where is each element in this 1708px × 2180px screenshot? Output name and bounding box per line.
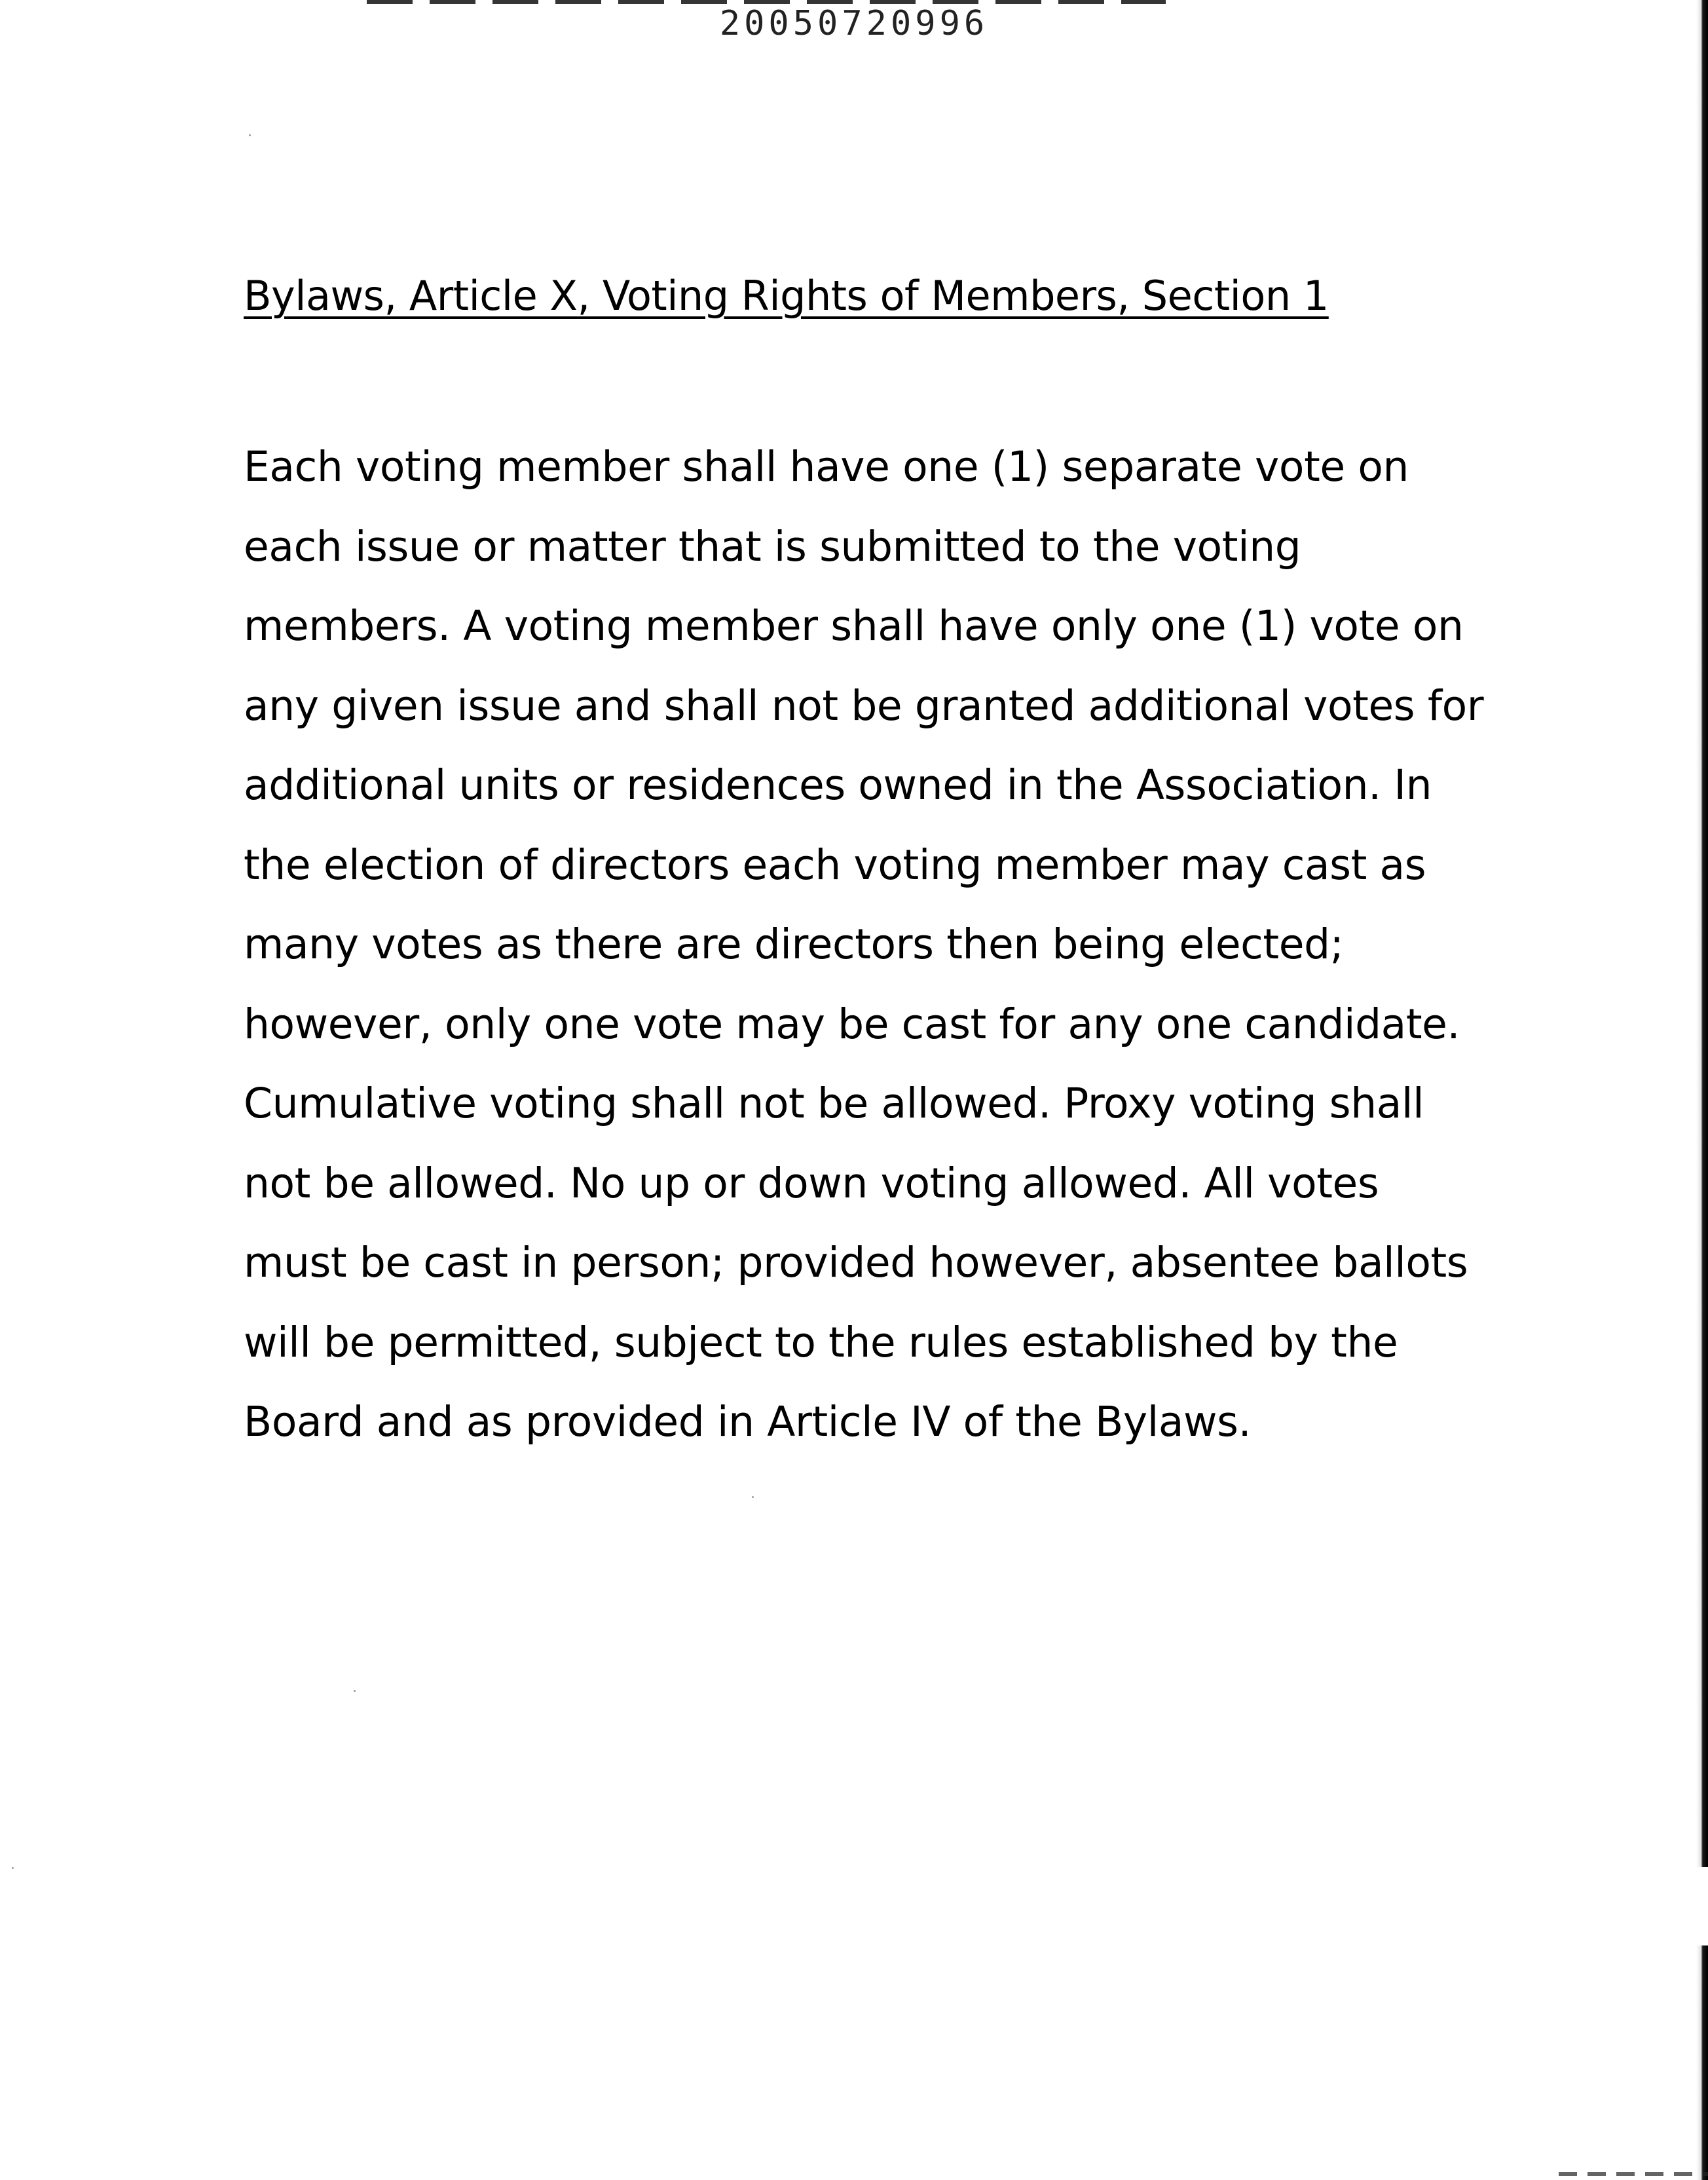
- paragraph-line: many votes as there are directors then being elected;: [244, 920, 1344, 968]
- section-heading: Bylaws, Article X, Voting Rights of Members, Section 1: [244, 272, 1329, 320]
- paragraph-line: Cumulative voting shall not be allowed. Proxy voting shall: [244, 1080, 1424, 1127]
- paragraph-line: additional units or residences owned in the Association. In: [244, 761, 1432, 809]
- paragraph-line: Each voting member shall have one (1) separate vote on: [244, 443, 1409, 491]
- paragraph-line: not be allowed. No up or down voting allowed. All votes: [244, 1159, 1379, 1207]
- paragraph-line: any given issue and shall not be granted additional votes for: [244, 681, 1484, 730]
- paragraph-line: Board and as provided in Article IV of the Bylaws.: [244, 1398, 1252, 1446]
- paragraph-line: however, only one vote may be cast for any one candidate.: [244, 1000, 1460, 1048]
- scan-right-edge: [1696, 0, 1708, 2180]
- scan-speck: [752, 1496, 754, 1498]
- paragraph-line: each issue or matter that is submitted to the voting: [244, 522, 1301, 571]
- paragraph-line: members. A voting member shall have only one (1) vote on: [244, 602, 1464, 650]
- scan-right-edge-gap: [1696, 1867, 1708, 1945]
- body-paragraph: [244, 427, 1488, 1462]
- scan-speck: [354, 1690, 356, 1692]
- bottom-scan-artifact: [1559, 2172, 1708, 2176]
- document-number: 20050720996: [719, 4, 989, 43]
- paragraph-line: will be permitted, subject to the rules established by the: [244, 1318, 1398, 1366]
- scan-speck: [12, 1867, 14, 1869]
- scan-speck: [249, 134, 251, 136]
- paragraph-line: the election of directors each voting member may cast as: [244, 840, 1426, 889]
- paragraph-line: must be cast in person; provided however, absentee ballots: [244, 1239, 1468, 1287]
